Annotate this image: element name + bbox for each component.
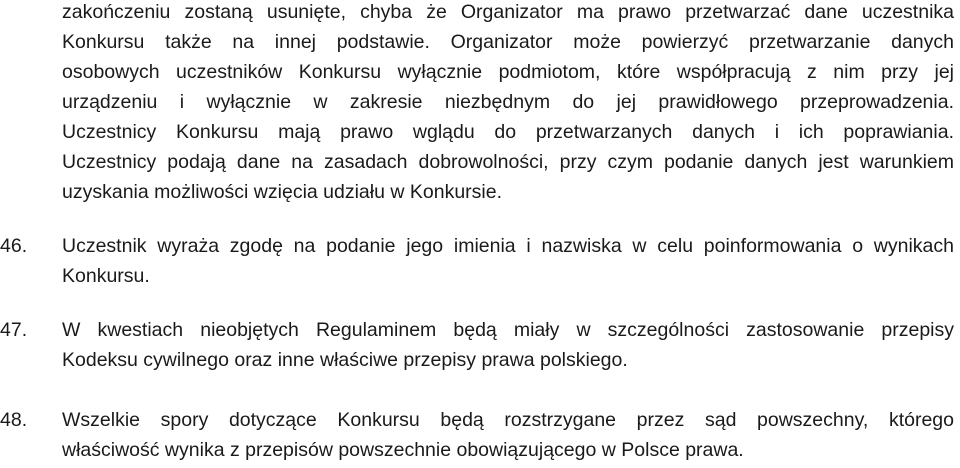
item-line: Wszelkie spory dotyczące Konkursu będą rozstrzygane przez sąd powszechny, którego	[62, 409, 954, 431]
paragraph-line: urządzeniu i wyłącznie w zakresie niezbędnym do jej prawidłowego przeprowadzenia.	[62, 91, 954, 113]
paragraph-line: Uczestnicy Konkursu mają prawo wglądu do przetwarzanych danych i ich poprawiania.	[62, 121, 954, 143]
item-line: Kodeksu cywilnego oraz inne właściwe przepisy prawa polskiego.	[62, 349, 628, 371]
paragraph-line: uzyskania możliwości wzięcia udziału w Konkursie.	[62, 181, 503, 203]
paragraph-line: zakończeniu zostaną usunięte, chyba że Organizator ma prawo przetwarzać dane uczestnika	[62, 1, 954, 23]
item-number: 46.	[0, 235, 28, 257]
paragraph-line: Konkursu także na innej podstawie. Organizator może powierzyć przetwarzanie danych	[62, 31, 954, 53]
paragraph-line: osobowych uczestników Konkursu wyłącznie podmiotom, które współpracują z nim przy jej	[62, 61, 954, 83]
item-line: W kwestiach nieobjętych Regulaminem będą miały w szczególności zastosowanie przepisy	[62, 319, 954, 341]
item-number: 48.	[0, 409, 28, 431]
item-line: właściwość wynika z przepisów powszechnie obowiązującego w Polsce prawa.	[62, 439, 744, 461]
item-line: Konkursu.	[62, 265, 150, 287]
paragraph-line: Uczestnicy podają dane na zasadach dobrowolności, przy czym podanie danych jest warunkiem	[62, 151, 954, 173]
item-number: 47.	[0, 319, 28, 341]
item-line: Uczestnik wyraża zgodę na podanie jego imienia i nazwiska w celu poinformowania o wynikach	[62, 235, 954, 257]
